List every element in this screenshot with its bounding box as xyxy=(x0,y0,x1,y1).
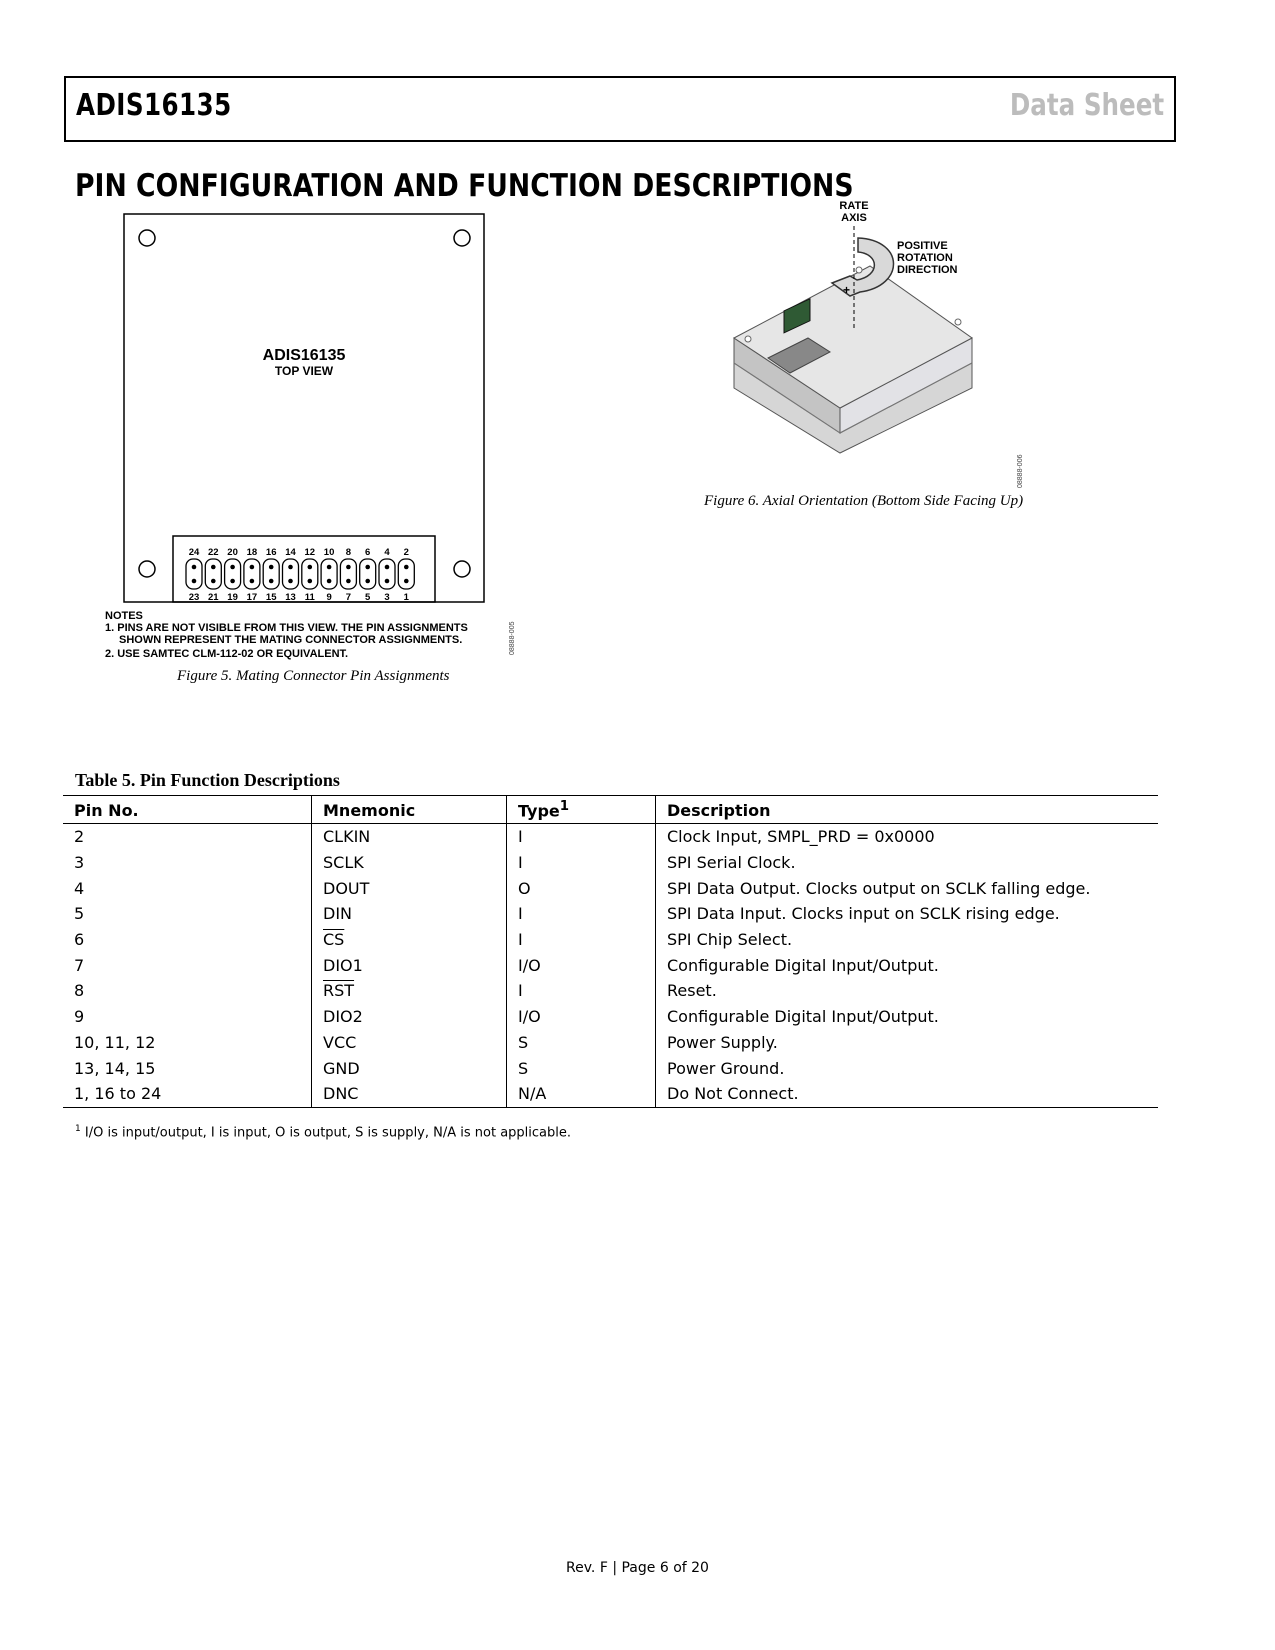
cell-description: SPI Data Output. Clocks output on SCLK falling edge. xyxy=(656,875,1159,901)
table-row xyxy=(63,978,1158,1004)
pin-dot xyxy=(327,579,332,584)
table-header-row xyxy=(63,796,1158,824)
pin-dot xyxy=(308,565,313,570)
cell-mnemonic: CLKIN xyxy=(312,824,507,850)
cell-pin: 7 xyxy=(74,955,85,975)
cell-mnemonic: DOUT xyxy=(312,875,507,901)
pin-dot xyxy=(365,565,370,570)
pin-number-top: 14 xyxy=(285,547,296,558)
cell-description: Configurable Digital Input/Output. xyxy=(656,1004,1159,1030)
pin-number-bottom: 15 xyxy=(265,592,277,603)
rotation-label-1: POSITIVE xyxy=(897,240,948,252)
section-title: PIN CONFIGURATION AND FUNCTION DESCRIPTIONS xyxy=(75,168,854,204)
pin-function-table xyxy=(63,795,1158,1108)
cell-mnemonic: $\overline{RST}$ xyxy=(312,978,507,1004)
pin-dot xyxy=(308,579,313,584)
pin-number-top: 6 xyxy=(365,547,371,558)
table-row xyxy=(63,1055,1158,1081)
cell-description: Power Supply. xyxy=(656,1030,1159,1056)
cell-mnemonic: $\overline{CS}$ xyxy=(312,927,507,953)
pin-dot xyxy=(346,579,351,584)
pin-dot xyxy=(192,565,197,570)
pin-dot xyxy=(211,579,216,584)
doc-type: Data Sheet xyxy=(1009,88,1164,123)
table-row xyxy=(63,927,1158,953)
cell-pin: 8 xyxy=(74,981,85,1001)
pin-number-top: 10 xyxy=(323,547,335,558)
cell-type: S xyxy=(507,1055,656,1081)
notes-heading: NOTES xyxy=(105,610,143,622)
header-type-label: Type xyxy=(518,801,560,821)
cell-type: I xyxy=(507,824,656,850)
rate-label: RATE xyxy=(839,200,869,212)
cell-description: SPI Chip Select. xyxy=(656,927,1159,953)
cell-type: I xyxy=(507,901,656,927)
cell-mnemonic: DNC xyxy=(312,1081,507,1107)
figure-6-caption: Figure 6. Axial Orientation (Bottom Side Facing Up) xyxy=(704,493,1024,509)
pin-number-bottom: 21 xyxy=(208,592,219,603)
table-row xyxy=(63,952,1158,978)
table-title: Table 5. Pin Function Descriptions xyxy=(75,770,340,790)
table-footnote xyxy=(75,1124,571,1140)
pin-dot xyxy=(385,579,390,584)
header-pin-no: Pin No. xyxy=(63,796,312,824)
table-row xyxy=(63,901,1158,927)
cell-type: O xyxy=(507,875,656,901)
pin-dot xyxy=(385,565,390,570)
pin-dot xyxy=(346,565,351,570)
pin-number-top: 8 xyxy=(345,547,352,558)
cell-description: Reset. xyxy=(656,978,1159,1004)
pin-dot xyxy=(269,565,274,570)
plus-sign: + xyxy=(843,283,851,297)
pin-dot xyxy=(404,579,409,584)
corner-hole xyxy=(856,267,862,273)
figure-5-caption: Figure 5. Mating Connector Pin Assignments xyxy=(177,668,450,684)
pin-number-top: 16 xyxy=(265,547,277,558)
table-row xyxy=(63,824,1158,850)
pin-dot xyxy=(230,565,235,570)
cell-type: I xyxy=(507,927,656,953)
cell-description: SPI Serial Clock. xyxy=(656,850,1159,876)
table-row xyxy=(63,1030,1158,1056)
pin-number-bottom: 17 xyxy=(246,592,258,603)
cell-pin: 4 xyxy=(74,878,85,898)
cell-pin: 9 xyxy=(74,1007,85,1027)
pin-dot xyxy=(211,565,216,570)
pin-number-bottom: 13 xyxy=(285,592,296,603)
cell-pin: 13, 14, 15 xyxy=(74,1058,156,1078)
rotation-label-2: ROTATION xyxy=(897,252,953,264)
cell-mnemonic: SCLK xyxy=(312,850,507,876)
note-1-line-1: 1. PINS ARE NOT VISIBLE FROM THIS VIEW. THE PIN ASSIGNMENTS xyxy=(105,622,468,634)
pin-number-top: 22 xyxy=(208,547,219,558)
cell-type: I/O xyxy=(507,1004,656,1030)
pin-dot xyxy=(230,579,235,584)
table-row xyxy=(63,850,1158,876)
cell-pin: 5 xyxy=(74,904,85,924)
cell-type: I/O xyxy=(507,952,656,978)
pin-dot xyxy=(269,579,274,584)
pin-dot xyxy=(288,579,293,584)
page-footer: Rev. F | Page 6 of 20 xyxy=(566,1560,709,1576)
figure-code: 08888-005 xyxy=(509,621,516,655)
pin-number-bottom: 19 xyxy=(227,592,238,603)
cell-pin: 3 xyxy=(74,853,85,873)
pin-dot xyxy=(327,565,332,570)
cell-description: Configurable Digital Input/Output. xyxy=(656,952,1159,978)
module-outline xyxy=(124,214,484,602)
pin-number-top: 20 xyxy=(227,547,238,558)
table-row xyxy=(63,1081,1158,1107)
pin-number-bottom: 5 xyxy=(365,592,371,603)
pin-number-bottom: 7 xyxy=(345,592,352,603)
table-row xyxy=(63,1004,1158,1030)
cell-description: SPI Data Input. Clocks input on SCLK rising edge. xyxy=(656,901,1159,927)
cell-mnemonic: DIO1 xyxy=(312,952,507,978)
pin-number-top: 4 xyxy=(384,547,390,558)
cell-mnemonic: VCC xyxy=(312,1030,507,1056)
note-2: 2. USE SAMTEC CLM-112-02 OR EQUIVALENT. xyxy=(105,648,349,660)
cell-type: N/A xyxy=(507,1081,656,1107)
pin-number-bottom: 3 xyxy=(384,592,390,603)
footnote-text: I/O is input/output, I is input, O is output, S is supply, N/A is not applicable. xyxy=(84,1125,572,1141)
view-label: TOP VIEW xyxy=(274,364,334,378)
pin-number-bottom: 11 xyxy=(304,592,315,603)
pin-dot xyxy=(404,565,409,570)
footnote-mark: 1 xyxy=(75,1124,81,1134)
header-type-footnote-mark: 1 xyxy=(559,799,570,815)
cell-mnemonic: DIN xyxy=(312,901,507,927)
device-label: ADIS16135 xyxy=(262,347,346,364)
pin-dot xyxy=(250,579,255,584)
axis-label: AXIS xyxy=(841,212,867,224)
cell-description: Clock Input, SMPL_PRD = 0x0000 xyxy=(656,824,1159,850)
pin-dot xyxy=(192,579,197,584)
header-mnemonic: Mnemonic xyxy=(312,796,507,824)
cell-description: Power Ground. xyxy=(656,1055,1159,1081)
figure-5-pin-diagram xyxy=(100,210,560,710)
cell-description: Do Not Connect. xyxy=(656,1081,1159,1107)
pin-dot xyxy=(365,579,370,584)
table-row xyxy=(63,875,1158,901)
rotation-label-3: DIRECTION xyxy=(897,264,958,276)
cell-type: S xyxy=(507,1030,656,1056)
cell-mnemonic: DIO2 xyxy=(312,1004,507,1030)
note-1-line-2: SHOWN REPRESENT THE MATING CONNECTOR ASSIGNMENTS. xyxy=(119,634,463,646)
pin-number-bottom: 9 xyxy=(326,592,332,603)
cell-pin: 1, 16 to 24 xyxy=(63,1081,312,1107)
pin-number-top: 24 xyxy=(188,547,200,558)
pin-dot xyxy=(250,565,255,570)
pin-dot xyxy=(288,565,293,570)
pin-number-top: 2 xyxy=(403,547,409,558)
figure-6-axial-orientation xyxy=(700,198,1100,528)
pin-number-bottom: 23 xyxy=(188,592,200,603)
cell-pin: 6 xyxy=(74,930,85,950)
cell-type: I xyxy=(507,978,656,1004)
corner-hole xyxy=(745,336,751,342)
part-number: ADIS16135 xyxy=(76,88,232,123)
cell-pin: 10, 11, 12 xyxy=(74,1032,156,1052)
header-description: Description xyxy=(656,796,1159,824)
pin-number-top: 12 xyxy=(304,547,316,558)
cell-mnemonic: GND xyxy=(312,1055,507,1081)
pin-number-bottom: 1 xyxy=(403,592,409,603)
cell-pin: 2 xyxy=(74,827,85,847)
cell-type: I xyxy=(507,850,656,876)
figure-code: 08888-006 xyxy=(1017,454,1024,488)
pin-number-top: 18 xyxy=(246,547,258,558)
header-type xyxy=(507,796,656,824)
corner-hole xyxy=(955,319,961,325)
page-header xyxy=(64,76,1176,142)
